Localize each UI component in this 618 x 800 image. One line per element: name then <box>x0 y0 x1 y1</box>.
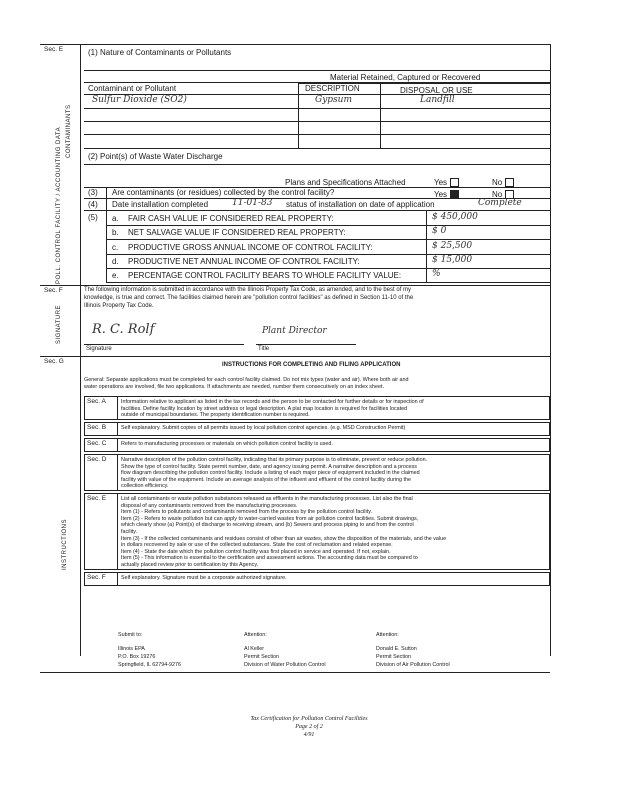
accounting-row-label: NET SALVAGE VALUE IF CONSIDERED REAL PROPERTY: <box>128 228 346 237</box>
accounting-row-letter: e. <box>112 271 119 280</box>
instruction-line: Self explanatory. Signature must be a corporate authorized signature. <box>121 575 287 581</box>
instruction-line: List all contaminants or waste pollution substances released as effluents in the manufacturing processes. List also the final <box>121 496 413 502</box>
instruction-line: Information relative to applicant as listed in the tax records and the person to be contacted for further details or for inspection of <box>121 399 424 405</box>
sec-f-label: Sec. F <box>44 287 63 294</box>
sec-f-divider <box>40 285 550 286</box>
description-entry: Gypsum <box>315 95 352 105</box>
instruction-line: Show the type of control facility. State permit number, date, and agency issuing permit. A narrative description and a process <box>121 463 417 470</box>
instruction-section <box>84 396 550 420</box>
instruction-section <box>84 438 550 452</box>
accounting-row-letter: a. <box>112 214 119 223</box>
instruction-line: Item (5) - This information is essential to the certification and assessment actions. The accounting data must be compared to <box>121 555 418 562</box>
installation-status-label: status of installation on date of application <box>286 200 435 209</box>
instruction-line: Self explanatory. Submit copies of all permits issued by local pollution control agencies. (e.g. MSD Construction Permit) <box>121 425 406 431</box>
instruction-section <box>84 454 550 491</box>
attention-label-2: Attention: <box>376 632 399 638</box>
row-rule <box>106 282 550 283</box>
item4-number: (4) <box>88 200 98 209</box>
col-rule <box>380 82 381 148</box>
instruction-line: Narrative description of the pollution control facility, indicating that its primary purpose is to eliminate, prevent or reduce pollution. <box>121 457 428 463</box>
certification-line-3: Illinois Property Tax Code. <box>84 303 154 309</box>
instruction-line: facilities. Define facility location by street address or legal description. A plat map location is required for facilities located <box>121 405 408 412</box>
accounting-row-label: FAIR CASH VALUE IF CONSIDERED REAL PROPERTY: <box>128 214 334 223</box>
instruction-line: outside of municipal boundaries. The property identification number is required. <box>121 412 310 419</box>
left-column-rule <box>80 44 81 656</box>
signature-caption: Signature <box>86 346 112 352</box>
row-rule <box>84 134 550 135</box>
addr3-line-2: Permit Section <box>376 654 412 660</box>
addr3-line-3: Division of Air Pollution Control <box>376 662 450 668</box>
footer-date: 4/91 <box>303 732 315 738</box>
plans-attached-label: Plans and Specifications Attached <box>285 178 406 187</box>
instruction-line: which clearly show (a) Point(s) of discharge to receiving stream, and (b) Sewers and process piping to and from the control <box>121 522 414 529</box>
col-rule <box>117 494 118 569</box>
accounting-side-label: POLL. CONTROL FACILITY / ACCOUNTING DATA <box>56 126 62 284</box>
installation-date: 11-01-83 <box>232 198 273 208</box>
accounting-row-value: $ 15,000 <box>432 255 473 265</box>
signature-line <box>84 344 244 345</box>
col-rule <box>117 397 118 419</box>
instruction-line: facility. <box>121 529 138 535</box>
title-line <box>256 344 356 345</box>
instructions-heading: INSTRUCTIONS FOR COMPLETING AND FILING APPLICATION <box>222 362 401 368</box>
instruction-section-label: Sec. E <box>87 495 107 502</box>
instruction-section <box>84 572 550 586</box>
addr2-line-1: Al Keller <box>244 646 265 652</box>
col-description-header: DESCRIPTION <box>305 84 360 93</box>
col-rule <box>117 455 118 490</box>
instruction-section-label: Sec. F <box>87 574 106 581</box>
submit-to-label: Submit to: <box>118 632 143 638</box>
instruction-section-label: Sec. B <box>87 424 107 431</box>
instruction-line: actually placed review prior to certification by this Agency. <box>121 562 259 568</box>
addr3-line-1: Donald E. Sutton <box>376 646 417 652</box>
col-rule <box>117 423 118 435</box>
contaminant-entry: Sulfur Dioxide (SO2) <box>92 95 187 105</box>
instruction-line: Refers to manufacturing processes or materials on which pollution control facility is used. <box>121 441 333 447</box>
general-line-1: General: Separate applications must be completed for each control facility claimed. Do not mix types (water and air). Where both air and <box>84 377 409 383</box>
instruction-section-label: Sec. C <box>87 440 107 447</box>
yes-label: Yes <box>434 190 448 199</box>
yes-label: Yes <box>434 178 448 187</box>
addr1-line-2: P.O. Box 19276 <box>118 654 156 660</box>
instruction-line: disposal of any contaminants removed from the manufacturing processes. <box>121 502 298 509</box>
sec-e-label: Sec. E <box>44 46 64 53</box>
addr2-line-2: Permit Section <box>244 654 280 660</box>
instruction-line: Item (1) - Refers to pollutants and contaminants removed from the process by the pollution control facility. <box>121 509 372 516</box>
col-rule <box>117 439 118 451</box>
addr1-line-1: Illinois EPA <box>118 646 145 652</box>
item3-question: Are contaminants (or residues) collected by the control facility? <box>112 188 335 197</box>
row-rule <box>106 254 550 255</box>
bottom-rule <box>40 672 550 673</box>
disposal-entry: Landfill <box>420 95 455 105</box>
no-label: No <box>492 178 503 187</box>
no-label: No <box>492 190 503 199</box>
instruction-line: Item (4) - State the date which the pollution control facility was first placed in service and operated. If not, explain. <box>121 548 391 555</box>
footer-title: Tax Certification for Pollution Control Facilities <box>250 716 368 722</box>
instruction-section <box>84 493 550 570</box>
accounting-row-label: PRODUCTIVE NET ANNUAL INCOME OF CONTROL FACILITY: <box>128 257 360 266</box>
accounting-row-letter: d. <box>112 257 119 266</box>
row-rule <box>84 70 550 71</box>
instruction-line: Item (2) - Refers to waste pollution but can apply to water-carried wastes from air pollution control facilities. Submit drawings, <box>121 515 419 522</box>
accounting-row-letter: b. <box>112 228 119 237</box>
sec-g-label: Sec. G <box>44 358 64 365</box>
instruction-section-label: Sec. D <box>87 456 107 463</box>
accounting-row-value: $ 450,000 <box>432 212 478 222</box>
addr1-line-3: Springfield, IL 62794-9276 <box>118 662 182 668</box>
row-rule <box>84 121 550 122</box>
instruction-section <box>84 422 550 436</box>
general-line-2: water operations are involved, file two applications. If attachments are needed, number them consecutively on an index sheet. <box>84 384 384 390</box>
accounting-row-label: PRODUCTIVE GROSS ANNUAL INCOME OF CONTROL FACILITY: <box>128 243 373 252</box>
right-border <box>550 44 551 656</box>
item5-number: (5) <box>88 213 98 222</box>
accounting-row-letter: c. <box>112 243 119 252</box>
col-rule <box>298 82 299 148</box>
attention-label-1: Attention: <box>244 632 267 638</box>
addr2-line-3: Division of Water Pollution Control <box>244 662 326 668</box>
row-rule <box>106 239 550 240</box>
instruction-line: Item (3) - If the collected contaminants and residues consist of other than air wastes, show the disposition of the materials, and the value <box>121 535 447 542</box>
top-rule <box>40 44 550 45</box>
accounting-row-label: PERCENTAGE CONTROL FACILITY BEARS TO WHOLE FACILITY VALUE: <box>128 271 402 280</box>
row-rule <box>84 148 550 149</box>
accounting-row-value: $ 0 <box>432 226 447 236</box>
material-header: Material Retained, Captured or Recovered <box>330 73 481 82</box>
instruction-line: collection efficiency. <box>121 483 169 490</box>
col-rule <box>117 573 118 585</box>
plans-no-checkbox[interactable] <box>492 178 514 187</box>
signature-side-label: SIGNATURE <box>56 304 62 344</box>
instruction-line: in dollars recovered by sale or use of the collected substances. State the cost of reclamation and related expense. <box>121 542 393 549</box>
certification-line-1: The following information is submitted in accordance with the Illinois Property Tax Code, as amended, and to the best of my <box>84 287 412 293</box>
title-caption: Title <box>258 346 270 352</box>
col-disposal-header: DISPOSAL OR USE <box>400 86 473 95</box>
col-contaminant-header: Contaminant or Pollutant <box>88 84 177 93</box>
waste-water-discharge-heading: (2) Point(s) of Waste Water Discharge <box>88 152 223 161</box>
nature-of-contaminants-heading: (1) Nature of Contaminants or Pollutants <box>88 48 232 57</box>
col-rule <box>426 210 427 283</box>
installation-status: Complete <box>478 198 522 208</box>
item3-number: (3) <box>88 188 98 197</box>
accounting-row-value: % <box>432 269 441 279</box>
row-rule <box>106 268 550 269</box>
title-handwriting: Plant Director <box>262 326 327 336</box>
row-rule <box>84 108 550 109</box>
certification-line-2: knowledge, is true and correct. The facilities claimed herein are "pollution control facilities" as defined in Section 11-10 of the <box>84 295 414 301</box>
row-rule <box>106 225 550 226</box>
contaminants-side-label: CONTAMINANTS <box>66 104 72 158</box>
footer-page: Page 2 of 2 <box>295 724 323 730</box>
instruction-line: flow diagram describing the pollution control facility. Include a listing of each major piece of equipment included in the claimed <box>121 470 420 477</box>
item4-label: Date installation completed <box>112 200 209 209</box>
sec-g-divider <box>40 356 550 357</box>
instructions-side-label: INSTRUCTIONS <box>62 519 68 570</box>
instruction-line: facility with value of the equipment. Include an average analysis of the influent and effluent of the control facility during the <box>121 476 411 483</box>
plans-yes-checkbox[interactable] <box>434 178 459 187</box>
signature-handwriting: R. C. Rolf <box>92 322 155 337</box>
accounting-row-value: $ 25,500 <box>432 241 473 251</box>
row-rule <box>84 210 550 211</box>
instruction-section-label: Sec. A <box>87 398 106 405</box>
row-rule <box>84 164 550 165</box>
